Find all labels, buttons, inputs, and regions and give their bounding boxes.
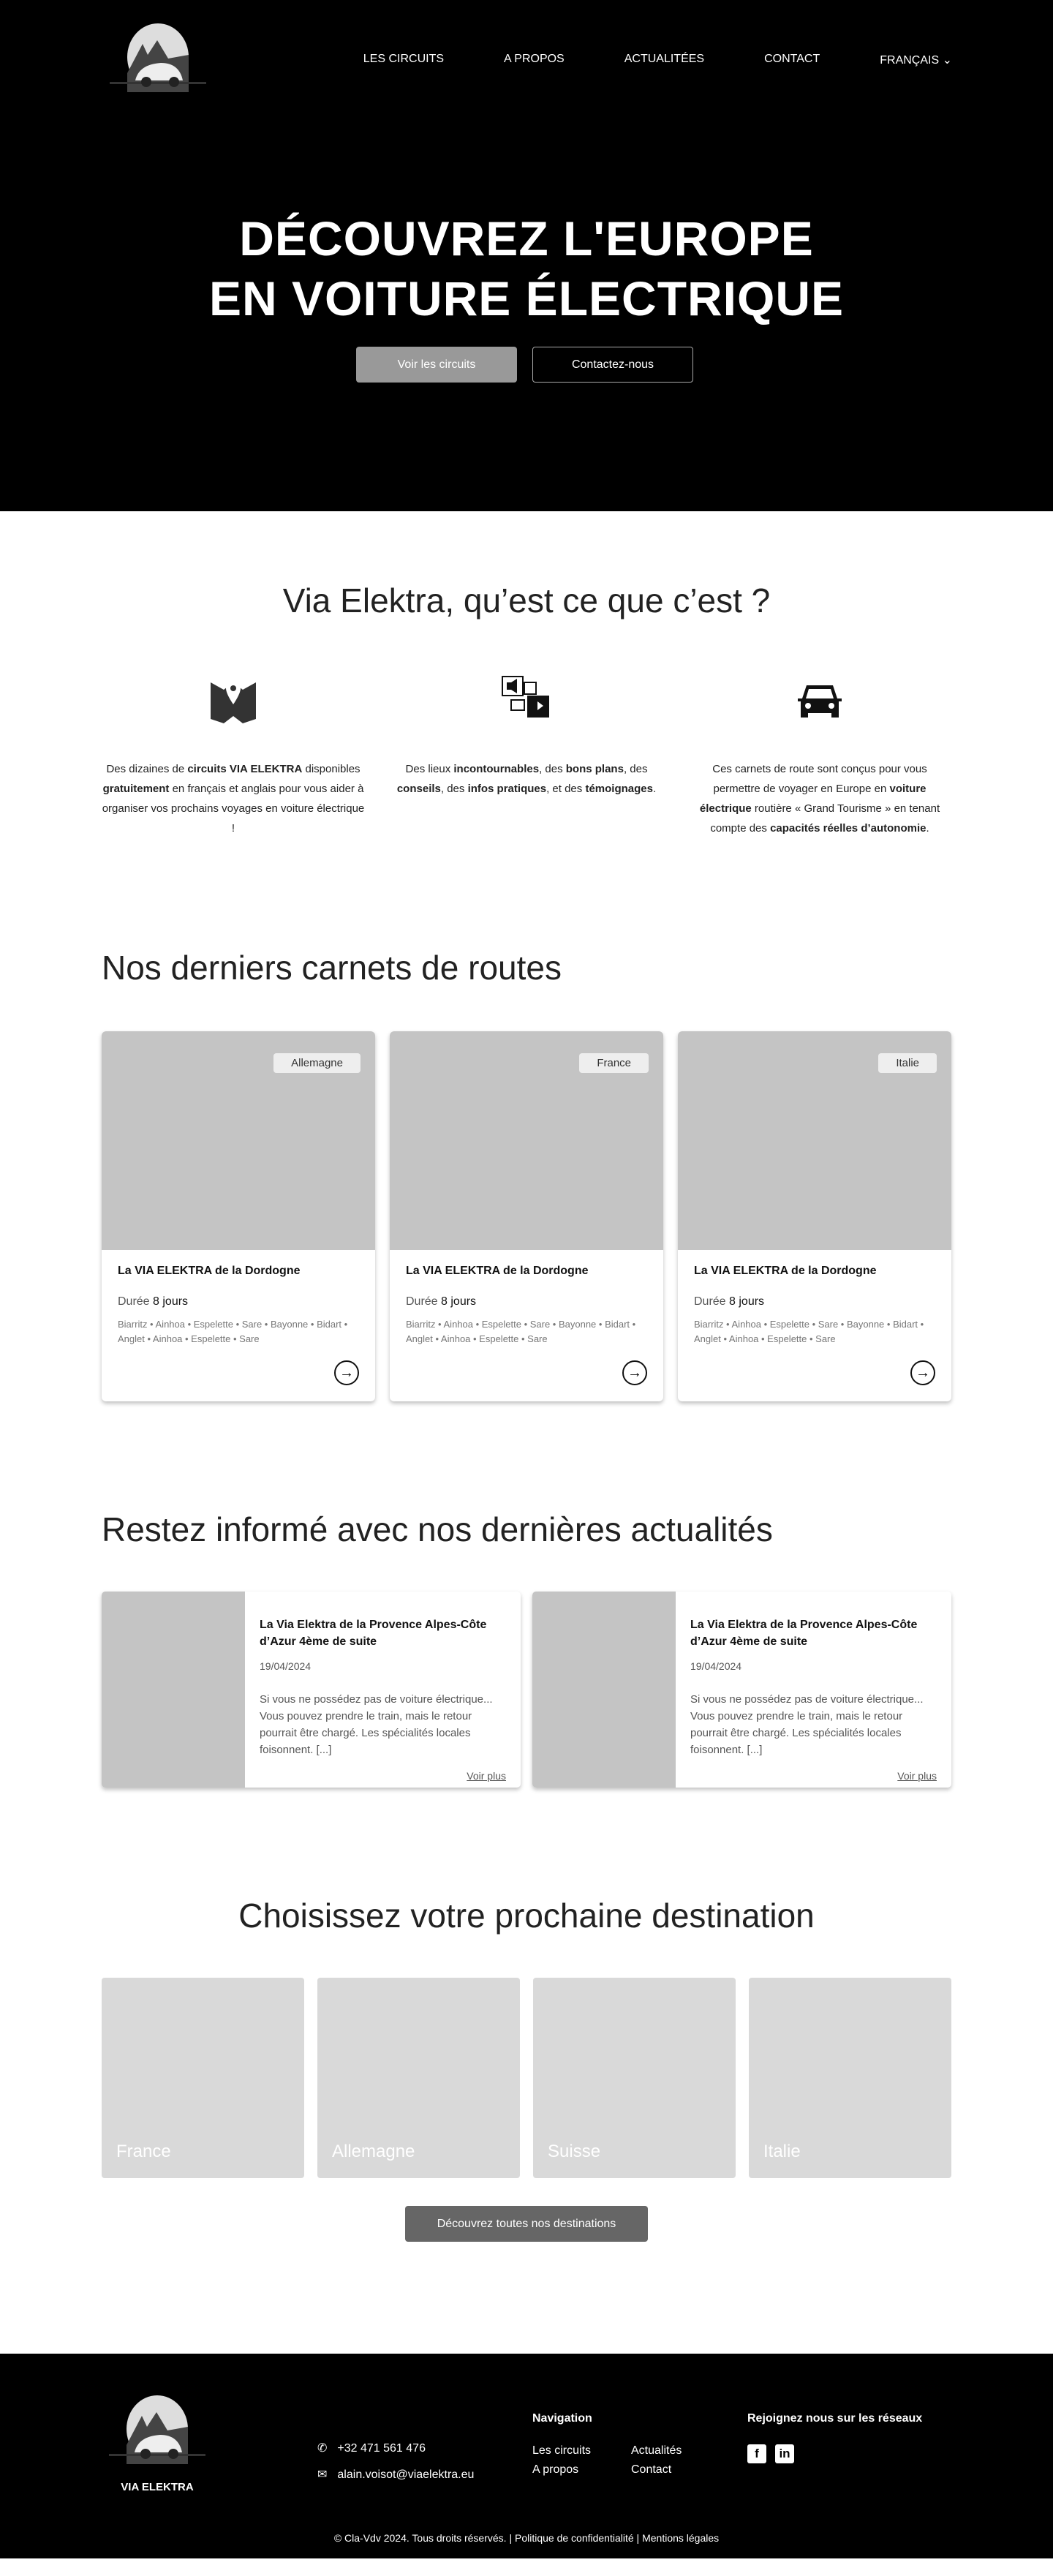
facebook-icon[interactable]: f	[747, 2444, 766, 2463]
about-section	[0, 511, 1053, 838]
linkedin-icon[interactable]: in	[775, 2444, 794, 2463]
footer-link-news[interactable]: Actualités	[631, 2444, 682, 2457]
nav-contact[interactable]: CONTACT	[764, 53, 820, 65]
feature-text: Des dizaines de circuits VIA ELEKTRA disponibles gratuitement en français et anglais pour vous aider à organiser vos prochains voyages en voiture électrique !	[102, 763, 365, 835]
roadbook-card[interactable]	[390, 1031, 663, 1401]
feature	[395, 671, 658, 838]
card-title: La VIA ELEKTRA de la Dordogne	[406, 1265, 589, 1277]
duration-value: 8 jours	[441, 1295, 477, 1308]
email-link[interactable]: alain.voisot@viaelektra.eu	[337, 2468, 475, 2481]
hero-title-line1: DÉCOUVREZ L'EUROPE	[239, 211, 814, 265]
news-card	[532, 1592, 951, 1788]
destination-suisse[interactable]	[533, 1978, 736, 2178]
destination-label: Suisse	[548, 2142, 601, 2161]
destinations-section	[102, 1896, 951, 2242]
arrow-right-icon[interactable]: →	[334, 1360, 359, 1385]
duration-label: Durée	[694, 1295, 726, 1308]
news-title: La Via Elektra de la Provence Alpes-Côte d’Azur 4ème de suite	[690, 1619, 918, 1648]
roadbooks-title: Nos derniers carnets de routes	[102, 949, 562, 987]
hero	[0, 0, 1053, 511]
card-duration	[118, 1295, 359, 1308]
roadbook-card[interactable]	[678, 1031, 951, 1401]
news-excerpt: Si vous ne possédez pas de voiture électrique... Vous pouvez prendre le train, mais le retour pourrait être chargé. Les spécialités locales foisonnent. [...]	[690, 1693, 924, 1756]
destination-label: Italie	[763, 2142, 801, 2161]
map-pin-icon	[102, 671, 365, 730]
card-duration	[694, 1295, 935, 1308]
arrow-right-icon[interactable]: →	[622, 1360, 647, 1385]
feature	[102, 671, 365, 838]
news-title: Restez informé avec nos dernières actualités	[102, 1510, 773, 1548]
news-excerpt: Si vous ne possédez pas de voiture électrique... Vous pouvez prendre le train, mais le retour pourrait être chargé. Les spécialités locales foisonnent. [...]	[260, 1693, 493, 1756]
news-image	[532, 1592, 676, 1788]
chevron-down-icon: ⌄	[942, 54, 952, 67]
card-stops: Biarritz • Ainhoa • Espelette • Sare • Bayonne • Bidart • Anglet • Ainhoa • Espelette • Sare	[694, 1319, 924, 1344]
card-stops: Biarritz • Ainhoa • Espelette • Sare • Bayonne • Bidart • Anglet • Ainhoa • Espelette • Sare	[406, 1319, 636, 1344]
phone-number[interactable]: +32 471 561 476	[337, 2442, 426, 2455]
footer	[0, 2354, 1053, 2558]
read-more-link[interactable]: Voir plus	[467, 1770, 506, 1782]
news-title: La Via Elektra de la Provence Alpes-Côte d’Azur 4ème de suite	[260, 1619, 487, 1648]
main-nav	[363, 53, 952, 67]
nav-news[interactable]: ACTUALITÉES	[624, 53, 705, 65]
destination-france[interactable]	[102, 1978, 304, 2178]
hero-title	[0, 208, 1053, 328]
view-circuits-button[interactable]: Voir les circuits	[356, 347, 517, 383]
arrow-right-icon[interactable]: →	[910, 1360, 935, 1385]
news-image	[102, 1592, 245, 1788]
roadbook-card[interactable]	[102, 1031, 375, 1401]
card-title: La VIA ELEKTRA de la Dordogne	[118, 1265, 301, 1277]
card-stops: Biarritz • Ainhoa • Espelette • Sare • Bayonne • Bidart • Anglet • Ainhoa • Espelette • Sare	[118, 1319, 348, 1344]
legal-link[interactable]: Mentions légales	[642, 2532, 720, 2544]
card-duration	[406, 1295, 647, 1308]
destination-italie[interactable]	[749, 1978, 951, 2178]
car-icon	[688, 671, 951, 730]
country-tag: France	[579, 1053, 649, 1073]
footer-link-contact[interactable]: Contact	[631, 2463, 672, 2476]
footer-logo[interactable]	[102, 2394, 213, 2464]
card-image	[390, 1031, 663, 1250]
feature-text: Des lieux incontournables, des bons plans, des conseils, des infos pratiques, et des témoignages.	[396, 763, 657, 795]
destinations-title: Choisissez votre prochaine destination	[238, 1897, 815, 1935]
nav-about[interactable]: A PROPOS	[504, 53, 565, 65]
mail-icon: ✉	[317, 2468, 328, 2481]
card-image	[678, 1031, 951, 1250]
roadbooks-section	[102, 948, 951, 1401]
card-image	[102, 1031, 375, 1250]
news-date: 19/04/2024	[260, 1660, 312, 1672]
copyright: © Cla-Vdv 2024. Tous droits réservés.	[333, 2532, 507, 2544]
footer-nav-title: Navigation	[532, 2412, 592, 2425]
duration-value: 8 jours	[153, 1295, 189, 1308]
footer-link-about[interactable]: A propos	[532, 2463, 579, 2476]
duration-label: Durée	[406, 1295, 438, 1308]
about-title: Via Elektra, qu’est ce que c’est ?	[282, 581, 771, 619]
country-tag: Italie	[878, 1053, 937, 1073]
language-label: FRANÇAIS	[880, 54, 940, 67]
news-card	[102, 1592, 521, 1788]
feature-text: Ces carnets de route sont conçus pour vous permettre de voyager en Europe en voiture électrique routière « Grand Tourisme » en tenant compte des capacités réelles d’autonomie.	[699, 763, 940, 835]
footer-link-circuits[interactable]: Les circuits	[532, 2444, 592, 2457]
all-destinations-button[interactable]: Découvrez toutes nos destinations	[405, 2206, 648, 2242]
phone-icon: ✆	[317, 2442, 328, 2455]
country-tag: Allemagne	[273, 1053, 361, 1073]
destination-allemagne[interactable]	[317, 1978, 520, 2178]
social-title: Rejoignez nous sur les réseaux	[747, 2412, 923, 2425]
language-select[interactable]	[880, 53, 952, 67]
duration-label: Durée	[118, 1295, 150, 1308]
footer-brand: VIA ELEKTRA	[121, 2481, 194, 2493]
contact-button[interactable]: Contactez-nous	[532, 347, 693, 383]
news-date: 19/04/2024	[690, 1660, 742, 1672]
card-title: La VIA ELEKTRA de la Dordogne	[694, 1265, 877, 1277]
media-icon	[395, 671, 658, 730]
privacy-link[interactable]: Politique de confidentialité	[514, 2532, 634, 2544]
duration-value: 8 jours	[729, 1295, 765, 1308]
read-more-link[interactable]: Voir plus	[897, 1770, 937, 1782]
hero-title-line2: EN VOITURE ÉLECTRIQUE	[208, 271, 845, 325]
nav-circuits[interactable]: LES CIRCUITS	[363, 53, 445, 65]
destination-label: France	[116, 2142, 171, 2161]
logo[interactable]	[102, 22, 214, 92]
feature	[688, 671, 951, 838]
destination-label: Allemagne	[332, 2142, 415, 2161]
news-section	[102, 1510, 951, 1788]
copyright-bar: © Cla-Vdv 2024. Tous droits réservés. | Politique de confidentialité | Mentions légales	[333, 2532, 720, 2544]
